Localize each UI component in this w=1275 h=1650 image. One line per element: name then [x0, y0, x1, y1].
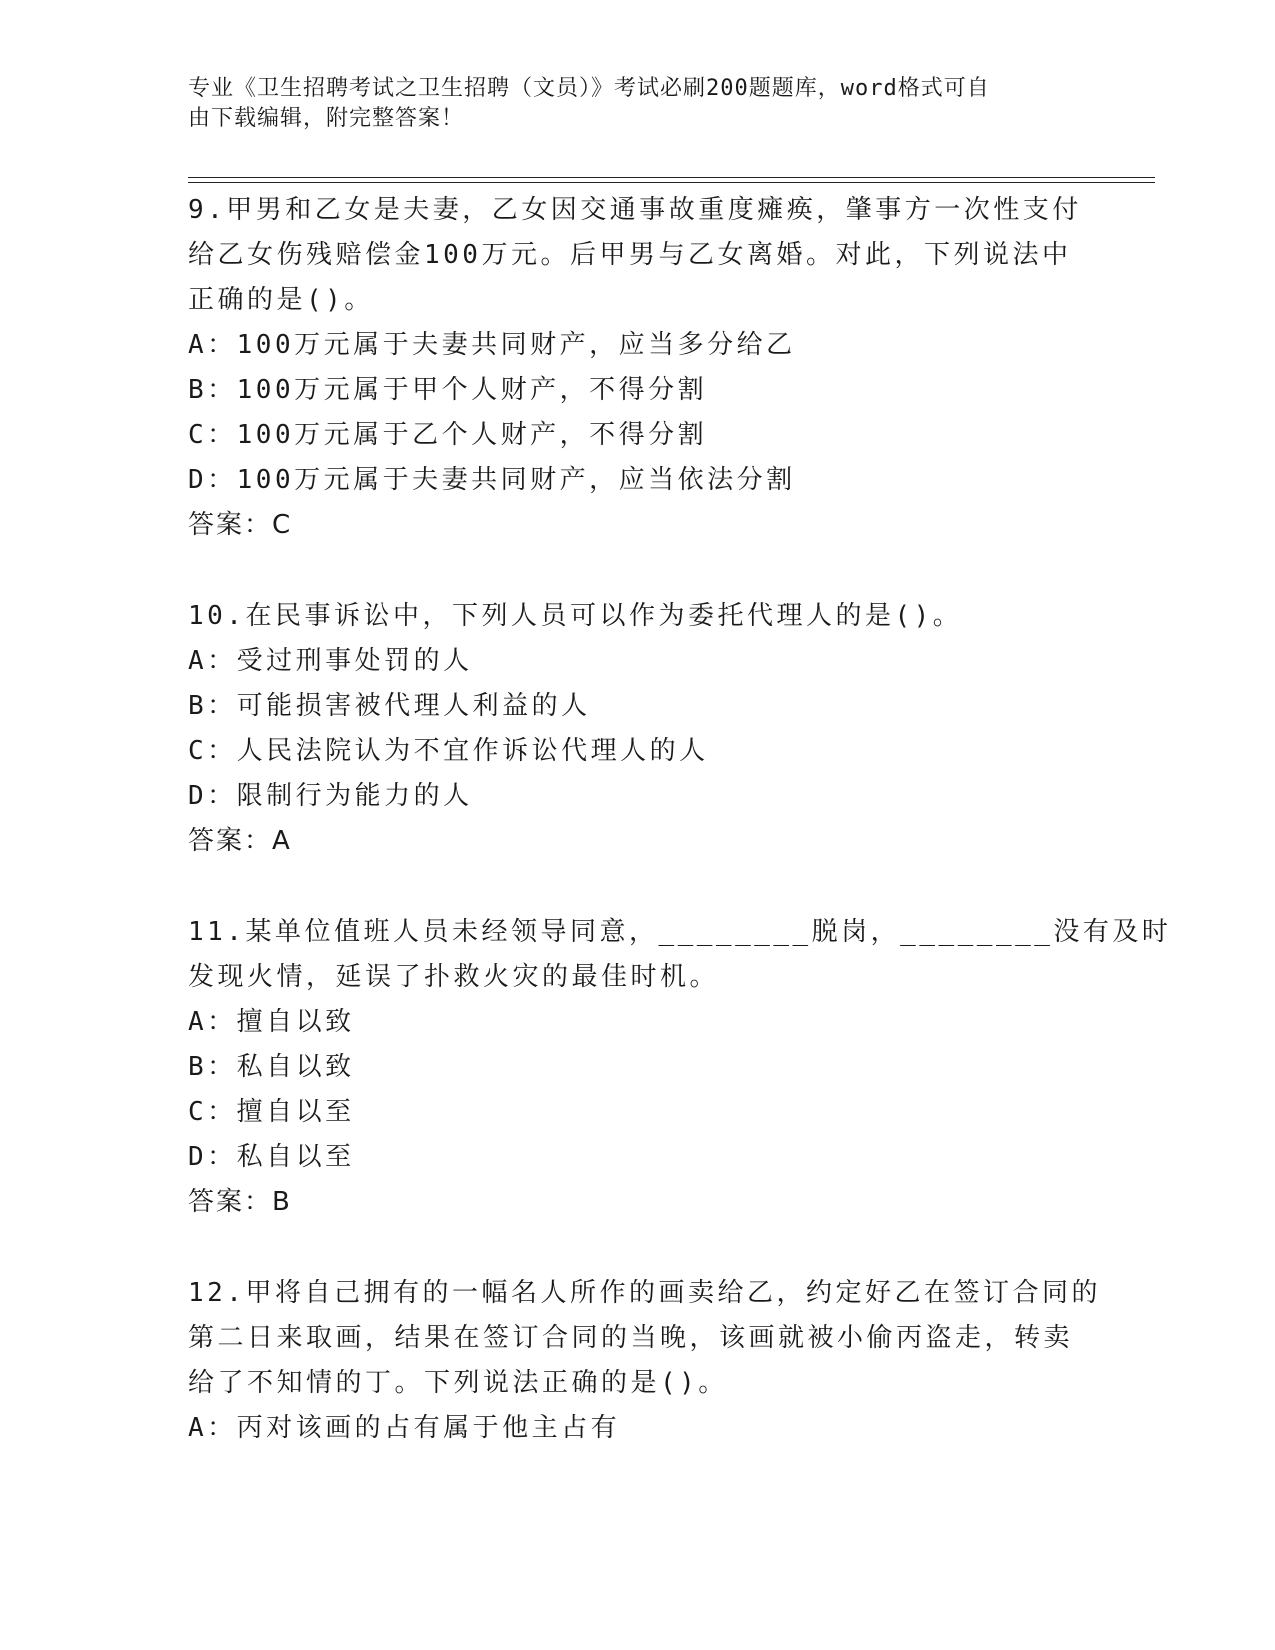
header-divider-bottom	[188, 182, 1155, 183]
answer: 答案：C	[188, 510, 293, 540]
option-a: A：受过刑事处罚的人	[188, 646, 473, 676]
option-a: A：100万元属于夫妻共同财产，应当多分给乙	[188, 330, 796, 360]
question-11	[188, 910, 1172, 1225]
answer: 答案：B	[188, 1187, 292, 1217]
question-text-line: 正确的是()。	[188, 285, 374, 315]
question-12	[188, 1271, 1101, 1451]
question-9	[188, 188, 1088, 548]
option-c: C：擅自以至	[188, 1097, 355, 1127]
option-a: A：丙对该画的占有属于他主占有	[188, 1413, 621, 1443]
header-line-2: 由下载编辑，附完整答案！	[188, 106, 465, 131]
option-d: D：限制行为能力的人	[188, 781, 473, 811]
header-divider-top	[188, 177, 1155, 178]
question-text-line: 第二日来取画，结果在签订合同的当晚，该画就被小偷丙盗走，转卖	[188, 1323, 1074, 1353]
header-line-1: 专业《卫生招聘考试之卫生招聘（文员）》考试必刷200题题库，word格式可自	[188, 76, 990, 101]
question-text-line: 11.某单位值班人员未经领导同意，________脱岗，________没有及时	[188, 917, 1172, 947]
option-a: A：擅自以致	[188, 1007, 355, 1037]
question-text-line: 9.甲男和乙女是夫妻，乙女因交通事故重度瘫痪，肇事方一次性支付	[188, 195, 1082, 225]
option-b: B：可能损害被代理人利益的人	[188, 691, 591, 721]
question-text-line: 12.甲将自己拥有的一幅名人所作的画卖给乙，约定好乙在签订合同的	[188, 1278, 1101, 1308]
option-d: D：私自以至	[188, 1142, 355, 1172]
option-b: B：100万元属于甲个人财产，不得分割	[188, 375, 708, 405]
question-text-line: 10.在民事诉讼中，下列人员可以作为委托代理人的是()。	[188, 601, 963, 631]
answer: 答案：A	[188, 826, 292, 856]
question-text-line: 发现火情，延误了扑救火灾的最佳时机。	[188, 962, 720, 992]
question-10	[188, 594, 1088, 864]
question-list	[188, 188, 1172, 1497]
option-c: C：人民法院认为不宜作诉讼代理人的人	[188, 736, 709, 766]
option-d: D：100万元属于夫妻共同财产，应当依法分割	[188, 465, 796, 495]
option-c: C：100万元属于乙个人财产，不得分割	[188, 420, 708, 450]
question-text-line: 给乙女伤残赔偿金100万元。后甲男与乙女离婚。对此，下列说法中	[188, 240, 1072, 270]
question-text-line: 给了不知情的丁。下列说法正确的是()。	[188, 1368, 728, 1398]
document-header	[188, 74, 1088, 134]
option-b: B：私自以致	[188, 1052, 355, 1082]
